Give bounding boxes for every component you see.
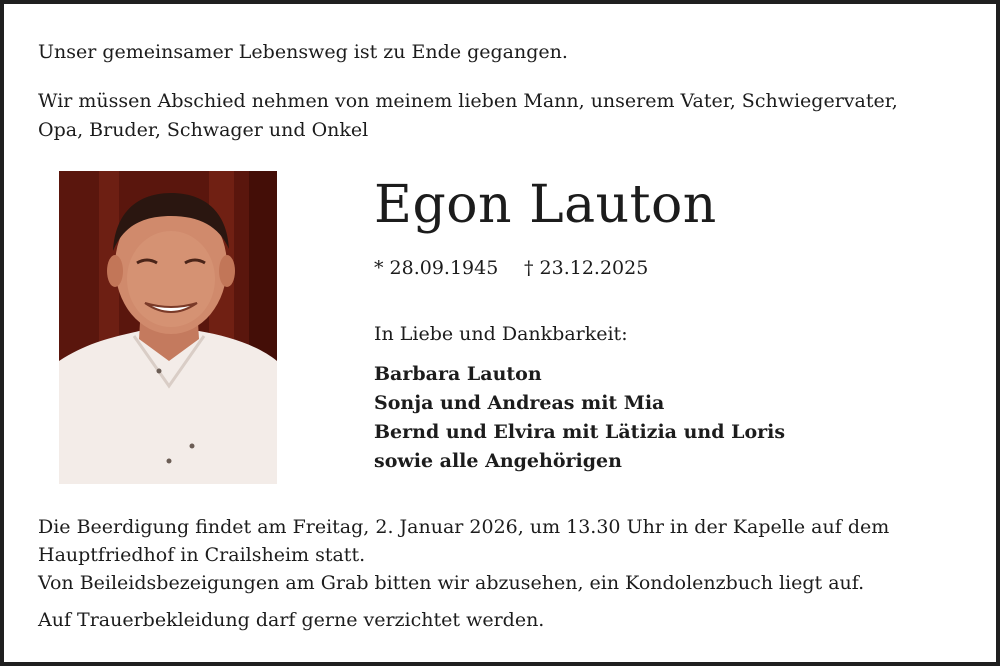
mourners-list — [374, 360, 785, 476]
mourner-name: Barbara Lauton — [374, 363, 542, 385]
portrait-photo — [59, 171, 277, 484]
funeral-line-1: Die Beerdigung findet am Freitag, 2. Januar 2026, um 13.30 Uhr in der Kapelle auf dem — [38, 516, 890, 538]
mourner-name: sowie alle Angehörigen — [374, 450, 622, 472]
funeral-line-2: Hauptfriedhof in Crailsheim statt. — [38, 544, 366, 566]
mourner-name: Bernd und Elvira mit Lätizia und Loris — [374, 421, 786, 443]
funeral-line-3: Von Beileidsbezeigungen am Grab bitten wir abzusehen, ein Kondolenzbuch liegt auf. — [38, 572, 865, 594]
life-dates — [374, 254, 648, 282]
intro-line-3: Opa, Bruder, Schwager und Onkel — [38, 119, 369, 141]
intro-line-1: Unser gemeinsamer Lebensweg ist zu Ende gegangen. — [38, 41, 568, 63]
deceased-name: Egon Lauton — [374, 175, 717, 235]
intro-line-2: Wir müssen Abschied nehmen von meinem lieben Mann, unserem Vater, Schwiegervater, — [38, 90, 898, 112]
portrait-image — [59, 171, 277, 484]
mourners-heading: In Liebe und Dankbarkeit: — [374, 323, 628, 345]
death-date: † 23.12.2025 — [524, 257, 649, 279]
birth-date: * 28.09.1945 — [374, 257, 499, 279]
mourner-name: Sonja und Andreas mit Mia — [374, 392, 665, 414]
funeral-line-4: Auf Trauerbekleidung darf gerne verzichtet werden. — [38, 609, 545, 631]
